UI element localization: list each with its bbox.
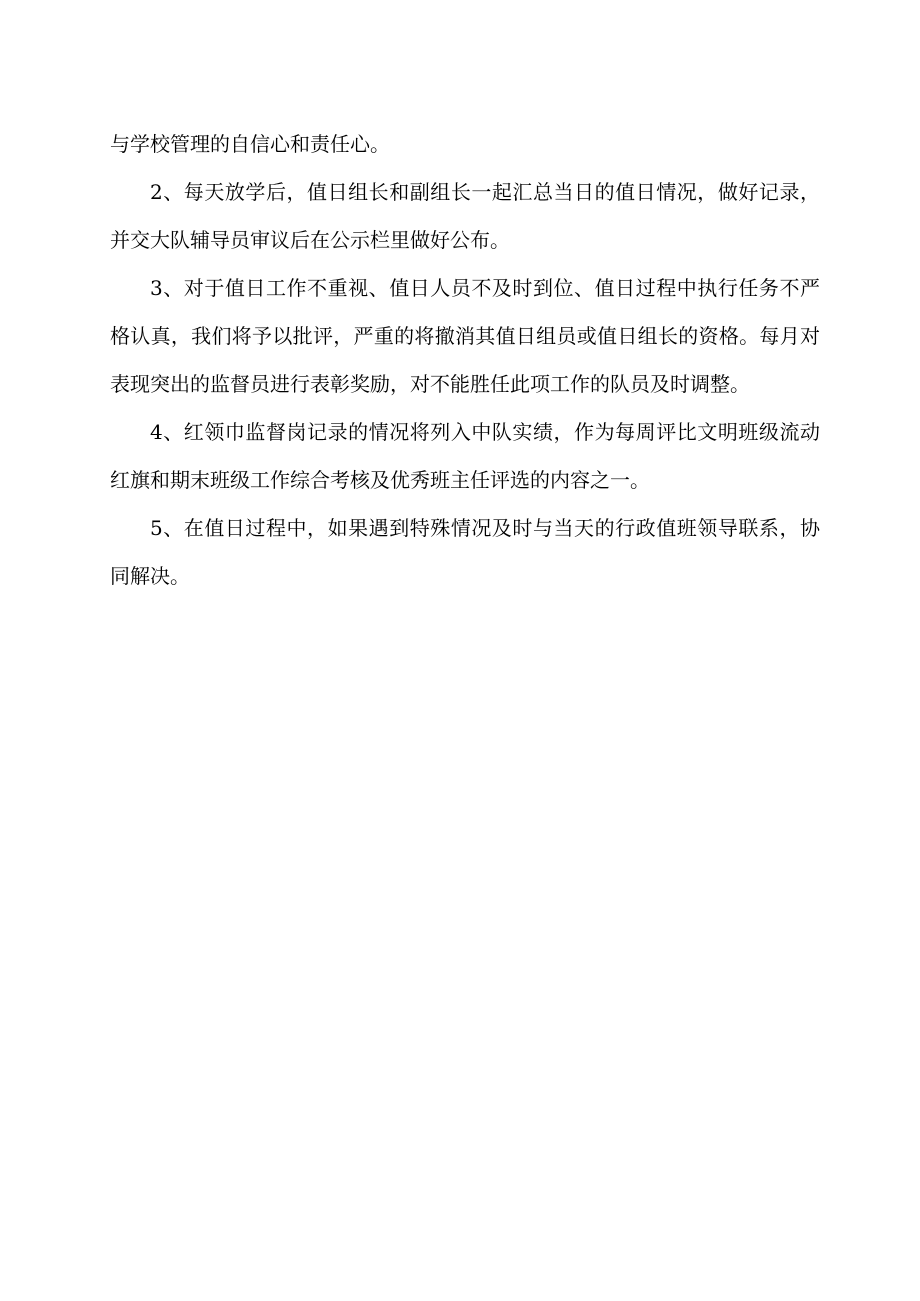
paragraph-item-2: 2、每天放学后，值日组长和副组长一起汇总当日的值日情况，做好记录，并交大队辅导员审议后在公示栏里做好公布。 xyxy=(110,180,820,252)
paragraph-continuation: 与学校管理的自信心和责任心。 xyxy=(110,132,390,156)
paragraph-item-5: 5、在值日过程中，如果遇到特殊情况及时与当天的行政值班领导联系，协同解决。 xyxy=(110,516,820,588)
document-body xyxy=(110,120,820,600)
paragraph-item-4: 4、红领巾监督岗记录的情况将列入中队实绩，作为每周评比文明班级流动红旗和期末班级工作综合考核及优秀班主任评选的内容之一。 xyxy=(110,420,820,492)
paragraph-item-3: 3、对于值日工作不重视、值日人员不及时到位、值日过程中执行任务不严格认真，我们将予以批评，严重的将撤消其值日组员或值日组长的资格。每月对表现突出的监督员进行表彰奖励，对不能胜任此项工作的队员及时调整。 xyxy=(110,276,820,396)
